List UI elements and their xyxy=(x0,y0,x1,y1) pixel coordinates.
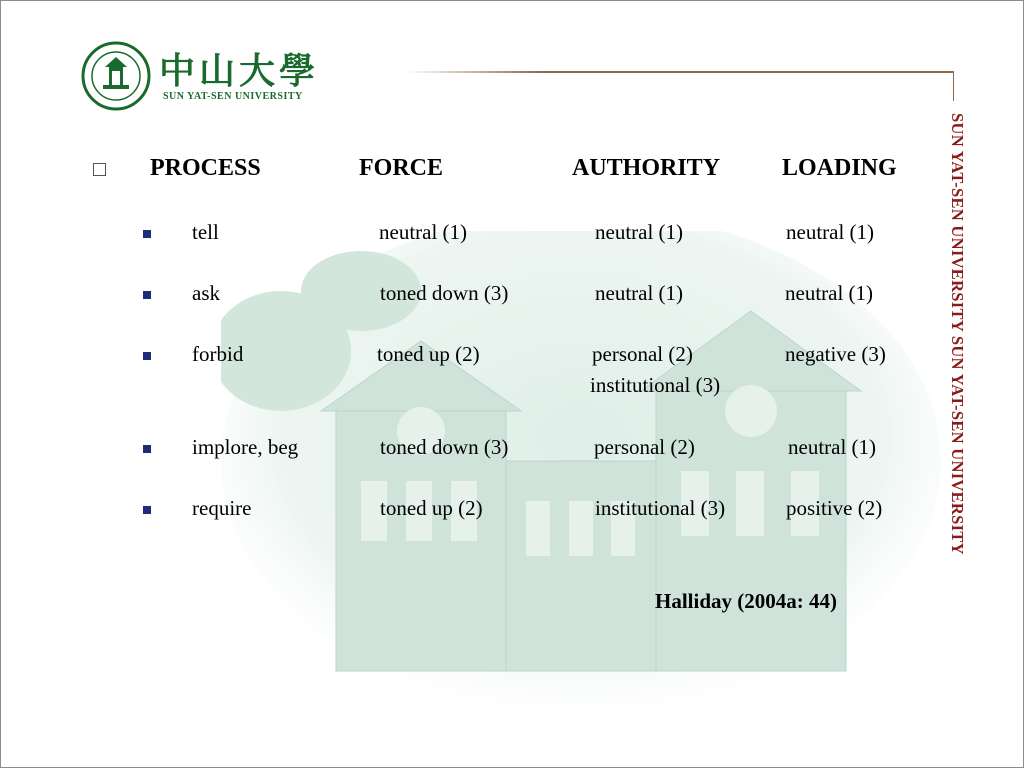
row-bullet-icon xyxy=(143,291,151,299)
row-force: toned down (3) xyxy=(380,281,509,305)
row-loading: neutral (1) xyxy=(785,281,874,305)
row-authority-secondary: institutional (3) xyxy=(590,373,721,397)
header-rule-drop xyxy=(953,71,954,101)
row-authority: neutral (1) xyxy=(595,220,684,244)
row-authority: neutral (1) xyxy=(595,281,684,305)
citation: Halliday (2004a: 44) xyxy=(655,589,837,613)
row-process: forbid xyxy=(192,342,244,366)
row-loading: neutral (1) xyxy=(788,435,877,459)
university-seal-icon xyxy=(81,41,151,111)
row-loading: neutral (1) xyxy=(786,220,875,244)
row-authority: personal (2) xyxy=(594,435,695,459)
row-process: implore, beg xyxy=(192,435,299,459)
header-rule xyxy=(406,71,954,73)
row-bullet-icon xyxy=(143,506,151,514)
header-bullet-icon xyxy=(93,163,106,176)
logo-chinese-text: 中山大學 xyxy=(159,50,320,92)
row-force: neutral (1) xyxy=(379,220,468,244)
row-bullet-icon xyxy=(143,230,151,238)
row-force: toned up (2) xyxy=(380,496,483,520)
row-authority: institutional (3) xyxy=(595,496,726,520)
row-force: toned up (2) xyxy=(377,342,480,366)
side-banner-text: SUN YAT-SEN UNIVERSITY SUN YAT-SEN UNIVERSITY xyxy=(948,113,967,555)
row-loading: positive (2) xyxy=(786,496,883,520)
row-process: require xyxy=(192,496,252,520)
row-process: tell xyxy=(192,220,219,244)
header-force: FORCE xyxy=(359,155,443,181)
university-logo xyxy=(81,41,331,111)
row-bullet-icon xyxy=(143,352,151,360)
row-authority: personal (2) xyxy=(592,342,693,366)
header-loading: LOADING xyxy=(782,155,897,181)
row-force: toned down (3) xyxy=(380,435,509,459)
header-process: PROCESS xyxy=(150,155,261,181)
row-loading: negative (3) xyxy=(785,342,886,366)
header-authority: AUTHORITY xyxy=(572,155,721,181)
logo-english-text: SUN YAT-SEN UNIVERSITY xyxy=(163,91,303,102)
row-bullet-icon xyxy=(143,445,151,453)
row-process: ask xyxy=(192,281,220,305)
